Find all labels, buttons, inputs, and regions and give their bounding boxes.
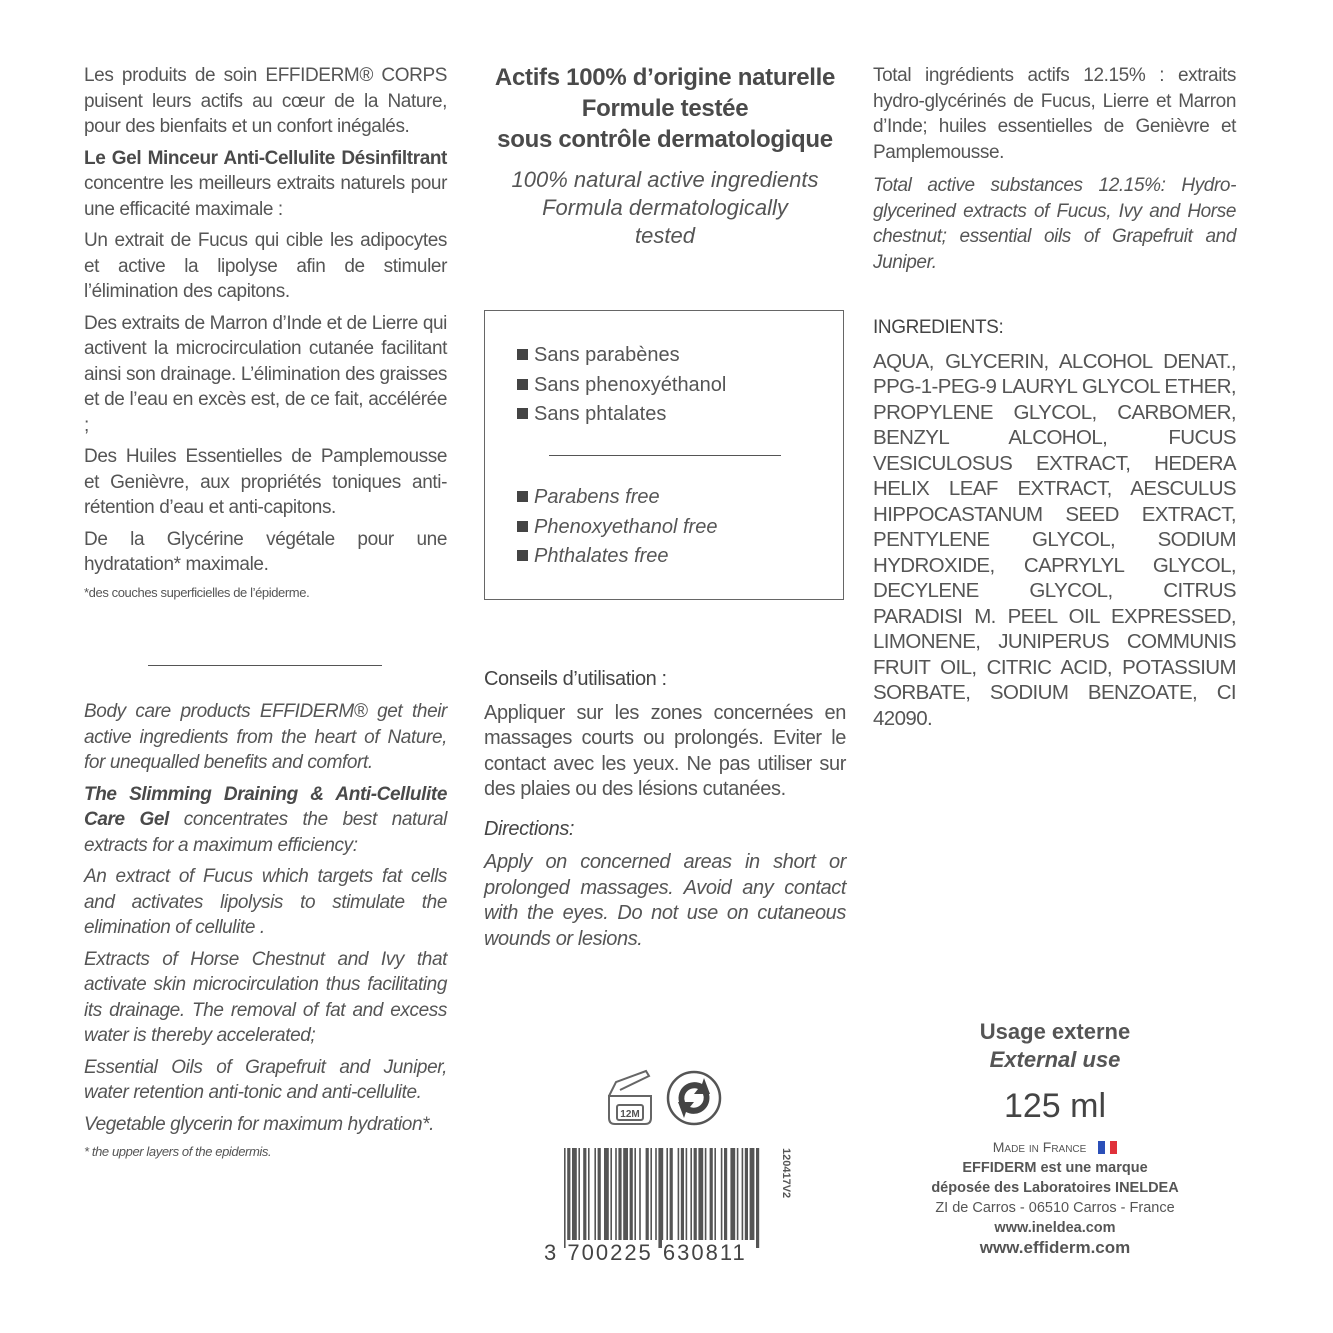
glycerine-fr: De la Glycérine végétale pour une hydratation* maximale. — [84, 528, 447, 575]
barcode-digits-right: 630811 — [662, 1240, 747, 1265]
barcode-bar — [650, 1148, 652, 1240]
volume: 125 ml — [1003, 1087, 1107, 1125]
product-desc-fr: concentre les meilleurs extraits naturels pour une efficacité maximale : — [84, 173, 447, 220]
barcode-bar — [686, 1148, 688, 1240]
divider-left — [148, 665, 382, 666]
usage-en: External use — [989, 1047, 1121, 1072]
barcode-bar — [705, 1148, 707, 1240]
footnote-fr: *des couches superficielles de l’épiderme. — [84, 584, 310, 600]
claims-en — [478, 166, 852, 250]
barcode-bar — [583, 1148, 586, 1240]
huiles-fr: Des Huiles Essentielles de Pamplemousse et Genièvre, aux propriétés toniques anti-rétention d’eau et anti-capitons. — [84, 446, 447, 518]
barcode-bar — [578, 1148, 580, 1240]
oils-en: Essential Oils of Grapefruit and Juniper, water retention anti-tonic and anti-cellulite. — [84, 1056, 447, 1103]
intro-en: Body care products EFFIDERM® get their active ingredients from the heart of Nature, for unequalled benefits and comfort. — [84, 701, 447, 773]
conseils-title: Conseils d’utilisation : — [484, 668, 667, 690]
pao-icon — [606, 1068, 736, 1128]
chestnut-en: Extracts of Horse Chestnut and Ivy that activate skin microcirculation thus facilitating its drainage. The removal of fat and excess water is thereby accelerated; — [84, 948, 447, 1046]
brand-line: EFFIDERM est une marque — [962, 1160, 1148, 1176]
barcode — [544, 1148, 792, 1266]
barcode-bar — [745, 1148, 748, 1240]
left-column-fr — [84, 63, 447, 608]
claim-line: Actifs 100% d’origine naturelle — [494, 64, 836, 91]
free-item: Sans parabènes — [517, 341, 726, 371]
barcode-bar — [630, 1148, 633, 1240]
barcode-bar — [588, 1148, 590, 1240]
barcode-bar — [634, 1148, 636, 1240]
claim-line: Formula dermatologically — [542, 195, 788, 220]
barcode-bar — [714, 1148, 716, 1240]
ingredients-title: INGREDIENTS: — [873, 317, 1004, 338]
barcode-bar — [694, 1148, 697, 1240]
barcode-bar — [598, 1148, 601, 1240]
total-fr: Total ingrédients actifs 12.15% : extraits hydro-glycérinés de Fucus, Lierre et Marron d’Inde; huiles essentielles de Genièvre et Pamplemousse. — [873, 65, 1236, 163]
barcode-bar — [721, 1148, 723, 1240]
barcode-bars — [560, 1148, 760, 1248]
barcode-bar — [698, 1148, 703, 1240]
claims-fr — [478, 62, 852, 155]
barcode-bar — [567, 1148, 570, 1248]
free-item: Sans phtalates — [517, 400, 726, 430]
product-en — [84, 782, 447, 859]
total-en: Total active substances 12.15%: Hydro-glycerined extracts of Fucus, Ivy and Horse chestnut; essential oils of Grapefruit and Juniper. — [873, 175, 1236, 273]
barcode-bar — [737, 1148, 739, 1240]
barcode-bar — [681, 1148, 684, 1240]
barcode-number — [544, 1240, 784, 1266]
marron-fr: Des extraits de Marron d’Inde et de Lierre qui activent la microcirculation cutanée facilitant ainsi son drainage. L’élimination des graisses et de l’eau en excès est, de ce fait, accélérée ; — [84, 312, 447, 436]
barcode-bar — [678, 1148, 680, 1240]
footnote-en: * the upper layers of the epidermis. — [84, 1144, 272, 1159]
barcode-bar — [655, 1148, 657, 1240]
barcode-bar — [564, 1148, 566, 1248]
usage-fr: Usage externe — [979, 1019, 1131, 1044]
intro-fr: Les produits de soin EFFIDERM® CORPS puisent leurs actifs au cœur de la Nature, pour des bienfaits et un confort inégalés. — [84, 65, 447, 137]
barcode-bar — [724, 1148, 727, 1240]
barcode-bar — [594, 1148, 596, 1240]
box-divider — [549, 455, 781, 456]
barcode-bar — [742, 1148, 744, 1240]
claim-line: tested — [635, 223, 695, 248]
directions-text: Apply on concerned areas in short or prolonged massages. Avoid any contact with the eyes. Do not use on cutaneous wounds or lesions. — [484, 851, 846, 950]
barcode-bar — [639, 1148, 641, 1240]
free-item: Phenoxyethanol free — [517, 513, 717, 543]
product-desc-en: concentrates the best natural extracts for a maximum efficiency: — [84, 809, 448, 856]
barcode-bar — [666, 1148, 668, 1240]
barcode-bar — [658, 1148, 663, 1248]
left-column-en — [84, 699, 447, 1167]
website-effiderm[interactable]: www.effiderm.com — [979, 1238, 1131, 1257]
claim-line: Formule testée — [581, 95, 749, 122]
barcode-bar — [604, 1148, 609, 1240]
free-list-en — [517, 483, 717, 572]
barcode-bar — [690, 1148, 692, 1240]
product-fr — [84, 146, 447, 223]
barcode-bar — [710, 1148, 713, 1240]
barcode-digits-left: 700225 — [567, 1240, 653, 1265]
barcode-bar — [730, 1148, 735, 1240]
barcode-bar — [646, 1148, 649, 1240]
barcode-bar — [618, 1148, 621, 1240]
free-item: Sans phenoxyéthanol — [517, 371, 726, 401]
barcode-bar — [670, 1148, 673, 1240]
green-dot-icon — [668, 1072, 720, 1124]
brand-line: déposée des Laboratoires INELDEA — [931, 1180, 1179, 1196]
usage-section — [484, 667, 846, 958]
ingredients-list: AQUA, GLYCERIN, ALCOHOL DENAT., PPG-1-PEG-9 LAURYL GLYCOL ETHER, PROPYLENE GLYCOL, CARBOMER, BENZYL ALCOHOL, FUCUS VESICULOSUS EXTRACT, HEDERA HELIX LEAF EXTRACT, AESCULUS HIPPOCASTANUM SEED EXTRACT, PENTYLENE GLYCOL, SODIUM HYDROXIDE, CAPRYLYL GLYCOL, DECYLENE GLYCOL, CITRUS PARADISI M. PEEL OIL EXPRESSED, LIMONENE, JUNIPERUS COMMUNIS FRUIT OIL, CITRIC ACID, POTASSIUM SORBATE, SODIUM BENZOATE, CI 42090. — [873, 349, 1236, 730]
fucus-fr: Un extrait de Fucus qui cible les adipocytes et active la lipolyse afin de stimuler l’élimination des capitons. — [84, 230, 447, 302]
svg-text:12M: 12M — [620, 1109, 640, 1120]
product-name-en: The Slimming Draining & Anti-Cellulite Care Gel — [84, 783, 447, 830]
french-flag-icon — [1098, 1140, 1117, 1158]
barcode-digit-first: 3 — [544, 1240, 559, 1265]
barcode-bar — [750, 1148, 755, 1240]
right-column — [873, 63, 1236, 737]
free-list-fr — [517, 341, 726, 430]
free-item: Parabens free — [517, 483, 717, 513]
symbols — [606, 1068, 736, 1133]
barcode-bar — [572, 1148, 577, 1240]
website-ineldea[interactable]: www.ineldea.com — [994, 1220, 1116, 1236]
barcode-bar — [756, 1148, 759, 1248]
glycerin-en: Vegetable glycerin for maximum hydration*. — [84, 1113, 434, 1135]
lot-number: 120417V2 — [780, 1148, 792, 1199]
product-name-fr: Le Gel Minceur Anti-Cellulite Désinfiltrant — [84, 147, 447, 169]
made-in-france — [900, 1138, 1210, 1158]
legal-info — [900, 1018, 1210, 1258]
claim-line: sous contrôle dermatologique — [497, 126, 833, 153]
address: ZI de Carros - 06510 Carros - France — [935, 1200, 1175, 1216]
free-from-box — [484, 310, 844, 600]
barcode-bar — [623, 1148, 628, 1240]
conseils-text: Appliquer sur les zones concernées en massages courts ou prolongés. Eviter le contact avec les yeux. Ne pas utiliser sur des plaies ou des lésions cutanées. — [484, 701, 846, 800]
claim-line: 100% natural active ingredients — [511, 167, 819, 192]
made-in-text: Made in France — [992, 1139, 1087, 1155]
fucus-en: An extract of Fucus which targets fat cells and activates lipolysis to stimulate the elimination of cellulite . — [84, 866, 447, 938]
free-item: Phthalates free — [517, 542, 717, 572]
barcode-bar — [615, 1148, 617, 1240]
barcode-bar — [610, 1148, 612, 1240]
directions-title: Directions: — [484, 817, 575, 840]
